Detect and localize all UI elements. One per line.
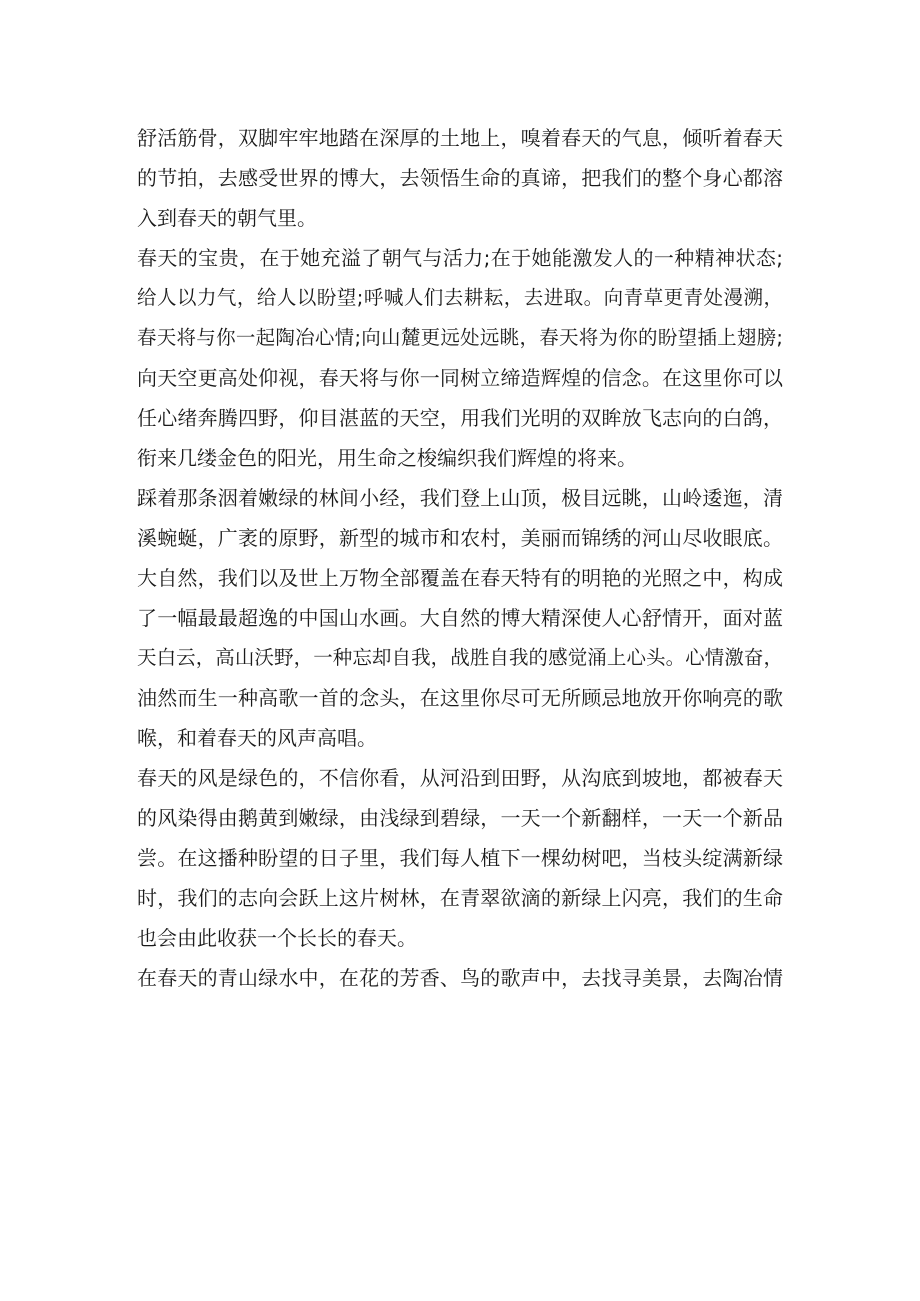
document-body	[137, 118, 783, 998]
text-line: 喉，和着春天的风声高唱。	[137, 726, 377, 750]
text-line: 天白云，高山沃野，一种忘却自我，战胜自我的感觉涌上心头。心情激奋，	[137, 646, 783, 669]
text-line: 春天的风是绿色的，不信你看，从河沿到田野，从沟底到坡地，都被春天	[137, 766, 783, 790]
text-line: 入到春天的朝气里。	[137, 206, 317, 230]
text-line: 的节拍，去感受世界的博大，去领悟生命的真谛，把我们的整个身心都溶	[137, 166, 783, 190]
text-line: 了一幅最最超逸的中国山水画。大自然的博大精深使人心舒情开，面对蓝	[137, 606, 783, 630]
text-line: 舒活筋骨，双脚牢牢地踏在深厚的土地上，嗅着春天的气息，倾听着春天	[137, 126, 783, 150]
text-line: 给人以力气，给人以盼望;呼喊人们去耕耘，去进取。向青草更青处漫溯，	[137, 286, 783, 309]
text-line: 也会由此收获一个长长的春天。	[137, 926, 417, 950]
text-line: 衔来几缕金色的阳光，用生命之梭编织我们辉煌的将来。	[137, 446, 637, 470]
text-line: 油然而生一种高歌一首的念头，在这里你尽可无所顾忌地放开你响亮的歌	[137, 686, 783, 710]
text-line: 大自然，我们以及世上万物全部覆盖在春天特有的明艳的光照之中，构成	[137, 566, 783, 590]
text-line: 向天空更高处仰视，春天将与你一同树立缔造辉煌的信念。在这里你可以	[137, 366, 783, 390]
text-line: 春天将与你一起陶冶心情;向山麓更远处远眺，春天将为你的盼望插上翅膀;	[137, 326, 783, 349]
text-line: 尝。在这播种盼望的日子里，我们每人植下一棵幼树吧，当枝头绽满新绿	[137, 846, 783, 870]
text-line: 的风染得由鹅黄到嫩绿，由浅绿到碧绿，一天一个新翻样，一天一个新品	[137, 806, 783, 830]
text-line: 任心绪奔腾四野，仰目湛蓝的天空，用我们光明的双眸放飞志向的白鸽，	[137, 406, 783, 430]
text-line: 踩着那条洇着嫩绿的林间小经，我们登上山顶，极目远眺，山岭逶迤，清	[137, 486, 783, 510]
text-line: 春天的宝贵，在于她充溢了朝气与活力;在于她能激发人的一种精神状态;	[137, 246, 783, 270]
text-line: 在春天的青山绿水中，在花的芳香、鸟的歌声中，去找寻美景，去陶冶情	[137, 966, 783, 990]
text-line: 溪蜿蜒，广袤的原野，新型的城市和农村，美丽而锦绣的河山尽收眼底。	[137, 526, 783, 550]
text-line: 时，我们的志向会跃上这片树林，在青翠欲滴的新绿上闪亮，我们的生命	[137, 886, 783, 910]
